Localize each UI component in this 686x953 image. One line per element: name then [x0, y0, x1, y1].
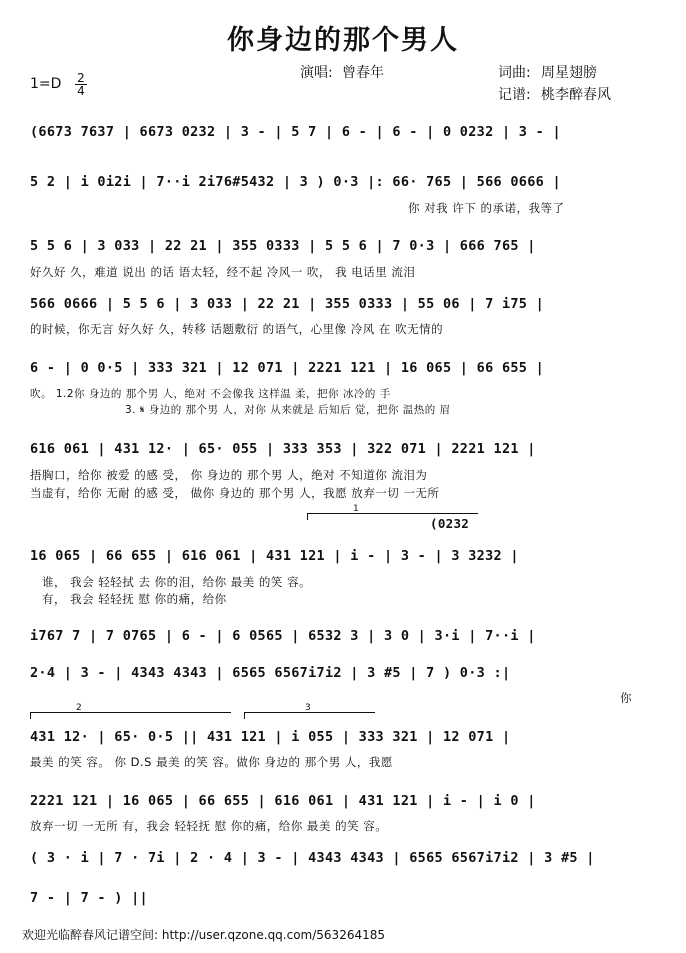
lyric-line-6a: 捂胸口，给你 被爱 的感 受， 你 身边的 那个男 人，绝对 不知道你 流泪为 — [30, 468, 428, 482]
footer-credit: 欢迎光临醉春风记谱空间: http://user.qzone.qq.com/563264185 — [22, 928, 386, 942]
score-line-11: 2221 121 | 16 065 | 66 655 | 616 061 | 431 121 | i - | i 0 | — [30, 793, 536, 809]
singer-label: 演唱: — [300, 65, 333, 81]
score-line-12: ( 3 · i | 7 · 7i | 2 · 4 | 3 - | 4343 4343 | 6565 6567i7i2 | 3 #5 | — [30, 850, 595, 866]
score-line-9: 2·4 | 3 - | 4343 4343 | 6565 6567i7i2 | 3 #5 | 7 ) 0·3 :| — [30, 665, 511, 681]
transcriber-label: 记谱: — [498, 87, 531, 103]
time-signature-bottom: 4 — [77, 84, 85, 98]
volta-number-2: 2 — [76, 703, 82, 713]
interlude-intro: (0232 — [430, 516, 470, 531]
score-line-2: 5 2 | i 0i2i | 7··i 2i76#5432 | 3 ) 0·3 |: 66· 765 | 566 0666 | — [30, 174, 561, 190]
score-line-13: 7 - | 7 - ) || — [30, 890, 148, 906]
lyric-line-5b: 3. 𝄋 身边的 那个男 人，对你 从来就是 后知后 觉，把你 温热的 眉 — [125, 404, 451, 416]
score-line-1: (6673 7637 | 6673 0232 | 3 - | 5 7 | 6 - | 6 - | 0 0232 | 3 - | — [30, 124, 561, 140]
score-line-6: 616 061 | 431 12· | 65· 055 | 333 353 | 322 071 | 2221 121 | — [30, 441, 536, 457]
time-signature-top: 2 — [75, 72, 87, 85]
song-title: 你身边的那个男人 — [227, 25, 459, 56]
key-signature: 1=D — [30, 76, 62, 92]
volta-bracket-2 — [30, 703, 231, 719]
composer-name: 周星翅膀 — [541, 65, 597, 81]
singer-name: 曾春年 — [342, 65, 384, 81]
score-line-3: 5 5 6 | 3 033 | 22 21 | 355 0333 | 5 5 6 | 7 0·3 | 666 765 | — [30, 238, 536, 254]
lyric-line-2: 你 对我 许下 的承诺，我等了 — [408, 201, 565, 215]
lyric-line-11: 放弃一切 一无所 有，我会 轻轻抚 慰 你的痛，给你 最美 的笑 容。 — [30, 819, 388, 833]
score-line-8: i767 7 | 7 0765 | 6 - | 6 0565 | 6532 3 | 3 0 | 3·i | 7··i | — [30, 628, 536, 644]
transcriber-name: 桃李醉春风 — [541, 87, 611, 103]
lyric-line-7a: 谁， 我会 轻轻拭 去 你的泪，给你 最美 的笑 容。 — [42, 575, 312, 589]
lyric-line-4: 的时候，你无言 好久好 久，转移 话题敷衍 的语气，心里像 冷风 在 吹无情的 — [30, 322, 444, 336]
score-line-5: 6 - | 0 0·5 | 333 321 | 12 071 | 2221 121 | 16 065 | 66 655 | — [30, 360, 545, 376]
lyric-line-3: 好久好 久，难道 说出 的话 语太轻，经不起 冷风一 吹， 我 电话里 流泪 — [30, 265, 416, 279]
lyric-line-10: 最美 的笑 容。 你 D.S 最美 的笑 容。做你 身边的 那个男 人，我愿 — [30, 755, 393, 769]
lyric-line-7b: 有， 我会 轻轻抚 慰 你的痛，给你 — [42, 592, 227, 606]
score-line-10: 431 12· | 65· 0·5 || 431 121 | i 055 | 333 321 | 12 071 | — [30, 729, 511, 745]
volta-bracket-3 — [244, 703, 375, 719]
composer-label: 词曲: — [498, 65, 531, 81]
score-line-4: 566 0666 | 5 5 6 | 3 033 | 22 21 | 355 0333 | 55 06 | 7 i75 | — [30, 296, 545, 312]
lyric-line-5a: 吹。 1.2你 身边的 那个男 人，绝对 不会像我 这样温 柔，把你 冰冷的 手 — [30, 388, 391, 400]
volta-number-1: 1 — [353, 504, 359, 514]
score-line-7: 16 065 | 66 655 | 616 061 | 431 121 | i - | 3 - | 3 3232 | — [30, 548, 519, 564]
lyric-line-9: 你 — [620, 691, 632, 705]
volta-number-3: 3 — [305, 703, 311, 713]
time-signature — [75, 72, 87, 97]
lyric-line-6b: 当虚有，给你 无耐 的感 受， 做你 身边的 那个男 人，我愿 放弃一切 一无所 — [30, 486, 440, 500]
